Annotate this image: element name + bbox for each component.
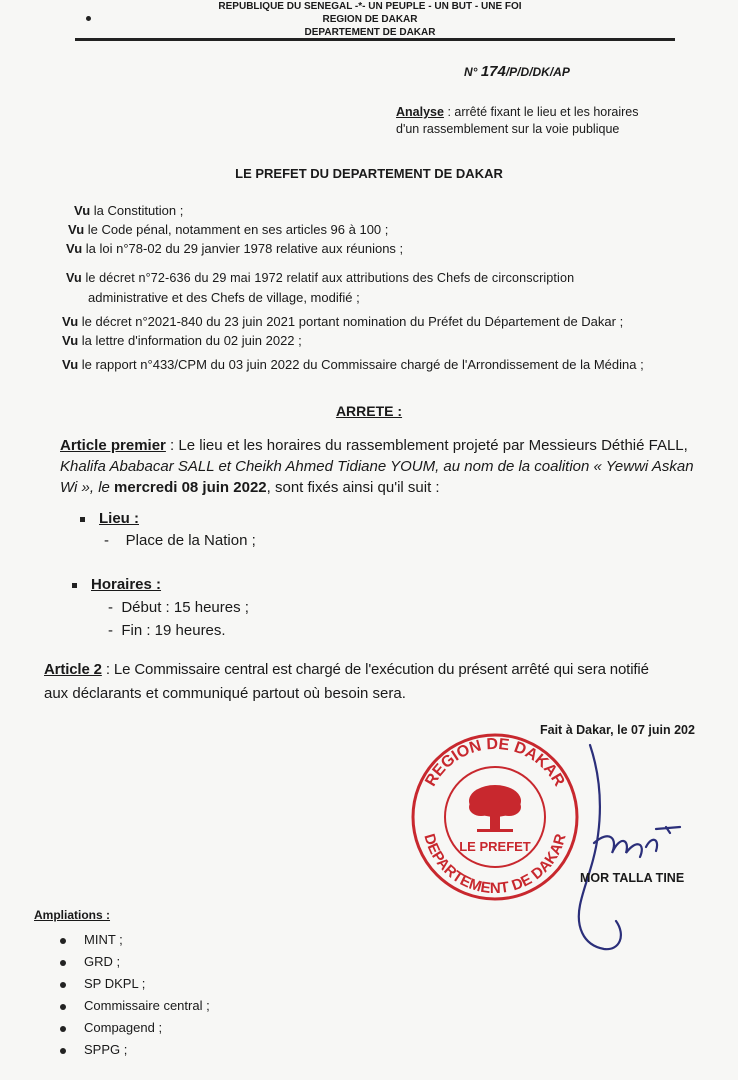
analyse-label: Analyse [396, 105, 444, 119]
list-item: Commissaire central ; [60, 995, 210, 1017]
reference-suffix: /P/D/DK/AP [505, 65, 570, 79]
visa-6: Vu la lettre d'information du 02 juin 2022 ; [62, 333, 302, 348]
header-rule [75, 38, 675, 41]
article-1-line-3: Wi », le mercredi 08 juin 2022, sont fixés ainsi qu'il suit : [60, 479, 440, 496]
header-line-3: DEPARTEMENT DE DAKAR [304, 27, 436, 38]
analyse-block [396, 104, 639, 138]
lieu-value: - Place de la Nation ; [104, 532, 256, 549]
article-2-label: Article 2 [44, 661, 102, 678]
header-dot [86, 16, 91, 21]
visa-2: Vu le Code pénal, notamment en ses articles 96 à 100 ; [68, 222, 389, 237]
horaire-debut: - Début : 15 heures ; [108, 599, 249, 616]
analyse-line-2: d'un rassemblement sur la voie publique [396, 122, 620, 136]
reference-num: 174 [480, 63, 506, 80]
visa-4: Vu le décret n°72-636 du 29 mai 1972 relatif aux attributions des Chefs de circonscription [66, 271, 575, 285]
reference-prefix: N° [464, 65, 478, 79]
authority-title: LE PREFET DU DEPARTEMENT DE DAKAR [235, 166, 503, 181]
header-line-2: REGION DE DAKAR [322, 14, 418, 25]
visa-7: Vu le rapport n°433/CPM du 03 juin 2022 du Commissaire chargé de l'Arrondissement de la Médina ; [62, 357, 644, 372]
horaires-heading: Horaires : [72, 576, 161, 593]
list-item: Compagend ; [60, 1017, 210, 1039]
place-date: Fait à Dakar, le 07 juin 202 [540, 723, 695, 737]
stamp-bottom-text: DEPARTEMENT DE DAKAR [420, 831, 570, 898]
visa-1: Vu la Constitution ; [74, 203, 184, 218]
stamp-top-text: REGION DE DAKAR [422, 735, 568, 790]
ampliations-label: Ampliations : [34, 908, 111, 922]
article-1-line-1: Article premier : Le lieu et les horaires du rassemblement projeté par Messieurs Déthié FALL, [60, 437, 688, 454]
ampliations-list [60, 929, 210, 1057]
analyse-line-1: : arrêté fixant le lieu et les horaires [447, 105, 639, 119]
visa-3: Vu la loi n°78-02 du 29 janvier 1978 relative aux réunions ; [66, 241, 404, 256]
baobab-emblem [469, 785, 521, 832]
stamp-center-text: LE PREFET [459, 839, 531, 854]
list-item: GRD ; [60, 951, 210, 973]
arrete-title: ARRETE : [335, 403, 403, 419]
list-item: SPPG ; [60, 1039, 210, 1047]
list-item: SP DKPL ; [60, 973, 210, 995]
horaire-fin: - Fin : 19 heures. [108, 622, 226, 639]
header-line-1: REPUBLIQUE DU SENEGAL -*- UN PEUPLE - UN BUT - UNE FOI [218, 1, 522, 12]
visa-5: Vu le décret n°2021-840 du 23 juin 2021 portant nomination du Préfet du Département de Dakar ; [62, 314, 624, 329]
article-2-line-2: aux déclarants et communiqué partout où besoin sera. [44, 685, 406, 702]
article-1-line-2: Khalifa Ababacar SALL et Cheikh Ahmed Tidiane YOUM, au nom de la coalition « Yewwi Askan [60, 458, 694, 475]
article-2-line-1: Article 2 : Le Commissaire central est chargé de l'exécution du présent arrêté qui sera notifié [44, 661, 649, 678]
lieu-heading: Lieu : [80, 510, 139, 527]
article-1-label: Article premier [60, 437, 166, 454]
bullet-square [72, 583, 77, 588]
reference-number [464, 63, 570, 80]
bullet-square [80, 517, 85, 522]
signatory-name: MOR TALLA TINE [580, 871, 685, 885]
list-item: MINT ; [60, 929, 210, 951]
handwritten-signature [520, 735, 700, 965]
visa-4-cont: administrative et des Chefs de village, modifié ; [88, 290, 360, 305]
